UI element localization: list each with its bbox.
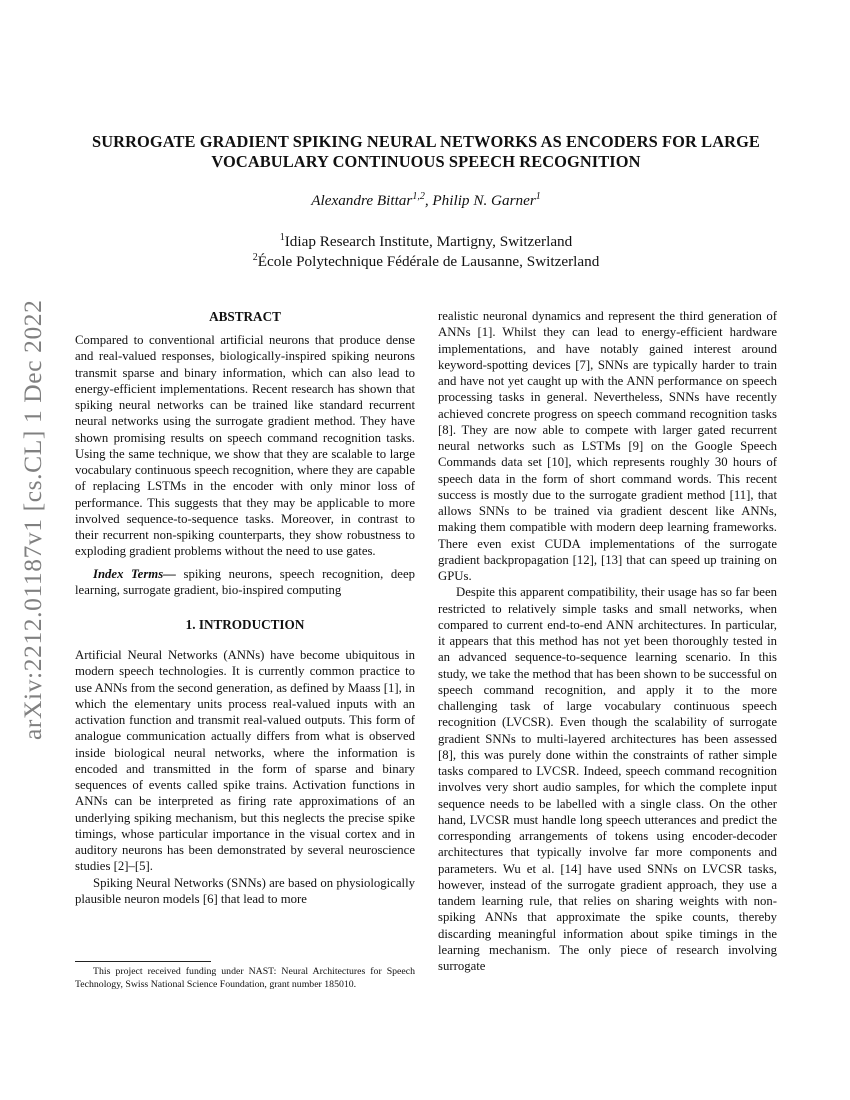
body-paragraph: Artificial Neural Networks (ANNs) have become ubiquitous in modern speech technologies. It is currently common practice to use ANNs from the second generation, as defined by Maass [1], in which the elementary units process real-valued inputs with an activation function and transmit real-valued outputs. This form of analogue communication actually differs from what is observed inside biological neural networks, where the information is encoded and transmitted in the form of sparse and binary sequences of events called spike trains. Activation functions in ANNs can be interpreted as firing rate approximations of an underlying spiking mechanism, but this neglects the precise spike timings, whose particular importance in the visual cortex and in auditory neurons has been demonstrated by several neuroscience studies [2]–[5].: [75, 648, 415, 874]
author-line: [75, 192, 777, 210]
section-heading-introduction: 1. INTRODUCTION: [185, 617, 305, 632]
arxiv-identifier-stamp: arXiv:2212.01187v1 [cs.CL] 1 Dec 2022: [18, 299, 47, 740]
author-name: Philip N. Garner: [432, 192, 536, 209]
index-terms-label: Index Terms—: [93, 566, 176, 581]
affiliation-line: [75, 233, 777, 251]
affiliation-marker: 2: [252, 251, 258, 263]
index-terms-text: spiking neurons, speech recognition, deep learning, surrogate gradient, bio-inspired computing: [75, 566, 415, 597]
abstract-text: Compared to conventional artificial neurons that produce dense and real-valued responses, biologically-inspired spiking neurons transmit sparse and binary information, which can also lead to energy-efficient implementations. Recent research has shown that spiking neural networks can be trained like standard recurrent neural networks using the surrogate gradient method. They have shown promising results on speech command recognition tasks. Using the same technique, we show that they are scalable to large vocabulary continuous speech recognition, where they are capable of replacing LSTMs in the encoder with only minor loss of performance. This suggests that they may be applicable to more involved sequence-to-sequence tasks. Moreover, in contrast to their recurrent non-spiking counterparts, they show robustness to exploding gradient problems without the need to use gates.: [75, 333, 415, 559]
author-affiliation-marker: 1,2: [412, 190, 425, 202]
body-paragraph: Despite this apparent compatibility, their usage has so far been restricted to relatively simple tasks and small networks, when compared to current end-to-end ANN architectures. In particular, it appears that this method has not yet been thoroughly tested in an advanced sequence-to-sequence learning scenario. In this study, we take the method that has been shown to be successful on speech command recognition, and apply it to the more challenging task of large vocabulary continuous speech recognition (LVCSR). Even though the scalability of surrogate gradient SNNs to multi-layered architectures has been assessed [8], this was purely done within the constraints of rather simple tasks compared to LVCSR. Indeed, speech command recognition involves very short audio samples, for which the complete input sequence needs to be labelled with a single class. On the other hand, LVCSR must handle long speech utterances and predict the corresponding arrangements of tokens using encoder-decoder architectures that typically involve far more components and parameters. Wu et al. [14] have used SNNs on LVCSR tasks, however, instead of the surrogate gradient approach, they use a tandem learning rule, that relies on sharing weights with non-spiking ANNs that approximate the spike counts, thereby discarding meaningful information about spike timings in the learning mechanism. The only piece of research involving surrogate: [438, 585, 777, 973]
left-column: [75, 308, 415, 907]
affiliation-marker: 1: [279, 231, 285, 243]
footnote-divider: [75, 961, 211, 962]
abstract-heading: ABSTRACT: [209, 309, 281, 324]
affiliation-text: École Polytechnique Fédérale de Lausanne, Switzerland: [257, 253, 600, 270]
body-paragraph: realistic neuronal dynamics and represent the third generation of ANNs [1]. Whilst they can lead to energy-efficient hardware implementations, and have notably gained interest around keyword-spotting devices [7], SNNs are typically harder to train and have not yet caught up with the ANN performance on speech processing tasks in general. Nevertheless, SNNs have recently achieved concrete progress on speech command recognition tasks [8]. They are now able to compete with larger gated recurrent neural networks such as LSTMs [9] on the Google Speech Commands data set [10], which represents roughly 30 hours of speech data in the form of short command words. This recent success is mostly due to the surrogate gradient method [11], that allows SNNs to be trained via gradient descent like ANNs, making them compatible with modern deep learning frameworks. There even exist CUDA implementations of the surrogate gradient backpropagation [12], [13] that can speed up training on GPUs.: [438, 309, 777, 583]
author-affiliation-marker: 1: [535, 190, 541, 202]
paper-title: SURROGATE GRADIENT SPIKING NEURAL NETWORKS AS ENCODERS FOR LARGE VOCABULARY CONTINUOUS SPEECH RECOGNITION: [92, 132, 760, 171]
affiliation-text: Idiap Research Institute, Martigny, Switzerland: [284, 233, 573, 250]
author-name: Alexandre Bittar: [311, 192, 413, 209]
funding-footnote: This project received funding under NAST: Neural Architectures for Speech Technology, Swiss National Science Foundation, grant number 185010.: [75, 966, 415, 990]
right-column: [438, 308, 777, 974]
index-terms: [75, 566, 415, 599]
body-paragraph: Spiking Neural Networks (SNNs) are based on physiologically plausible neuron models [6] that lead to more: [75, 875, 415, 906]
affiliation-line: [75, 253, 777, 271]
author-separator: ,: [424, 192, 433, 209]
